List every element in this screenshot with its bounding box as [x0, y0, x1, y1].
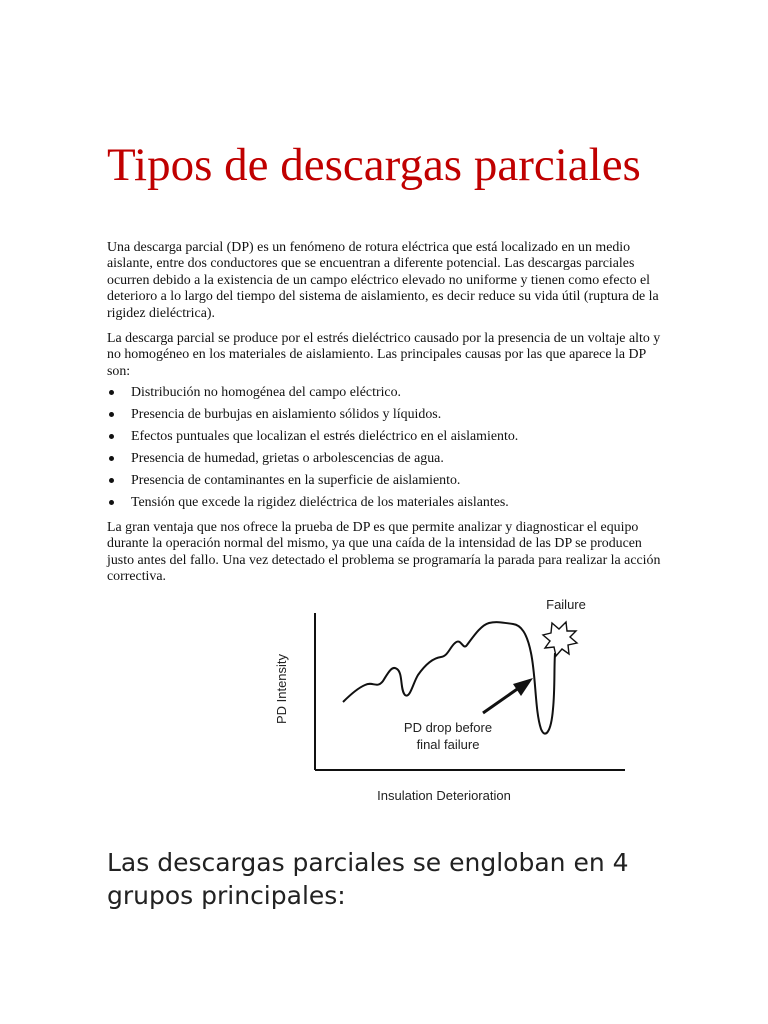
pd-intensity-curve — [343, 622, 555, 733]
advantage-paragraph: La gran ventaja que nos ofrece la prueba de DP es que permite analizar y diagnosticar el equipo durante la operación normal del mismo, ya que una caída de la intensidad de las DP se producen justo antes del fallo. Una vez detectado el problema se programaría la parada para realizar la acción correctiva. — [107, 520, 661, 585]
bullet-icon — [109, 500, 114, 505]
intro-paragraph: Una descarga parcial (DP) es un fenómeno de rotura eléctrica que está localizado en un medio aislante, entre dos conductores que se encuentran a diferente potencial. Las descargas parciales ocurren debido a la existencia de un campo eléctrico elevado no uniforme y tienen como efecto el deterioro a lo largo del tiempo del sistema de aislamiento, es decir reduce su vida útil (ruptura de la rigidez dieléctrica). — [107, 240, 659, 321]
list-item-text: Presencia de burbujas en aislamiento sólidos y líquidos. — [131, 407, 442, 422]
list-item-text: Presencia de humedad, grietas o arbolescencias de agua. — [131, 451, 444, 466]
bullet-icon — [109, 434, 114, 439]
bullet-icon — [109, 478, 114, 483]
pd-intensity-diagram — [255, 585, 635, 810]
list-item — [107, 383, 667, 405]
annotation-line-2: final failure — [416, 737, 480, 752]
page-title: Tipos de descargas parciales — [107, 139, 641, 191]
list-item — [107, 405, 667, 427]
bullet-icon — [109, 456, 114, 461]
list-item — [107, 471, 667, 493]
pd-intensity-figure — [255, 585, 635, 810]
failure-label: Failure — [546, 597, 586, 612]
y-axis-label: PD Intensity — [274, 653, 289, 725]
causes-list — [107, 383, 667, 515]
annotation-arrow-head — [513, 678, 533, 696]
x-axis-label: Insulation Deterioration — [377, 788, 511, 803]
causes-paragraph: La descarga parcial se produce por el estrés dieléctrico causado por la presencia de un voltaje alto y no homogéneo en los materiales de aislamiento. Las principales causas por las que aparece la DP son: — [107, 331, 661, 379]
section-subheading: Las descargas parciales se engloban en 4 grupos principales: — [107, 848, 629, 910]
list-item-text: Presencia de contaminantes en la superficie de aislamiento. — [131, 473, 461, 488]
list-item — [107, 427, 667, 449]
bullet-icon — [109, 412, 114, 417]
list-item — [107, 449, 667, 471]
failure-burst-icon — [543, 622, 577, 656]
list-item-text: Distribución no homogénea del campo eléctrico. — [131, 385, 402, 400]
list-item-text: Tensión que excede la rigidez dieléctrica de los materiales aislantes. — [131, 495, 509, 510]
list-item-text: Efectos puntuales que localizan el estrés dieléctrico en el aislamiento. — [131, 429, 519, 444]
bullet-icon — [109, 390, 114, 395]
annotation-line-1: PD drop before — [403, 720, 493, 735]
list-item — [107, 493, 667, 515]
